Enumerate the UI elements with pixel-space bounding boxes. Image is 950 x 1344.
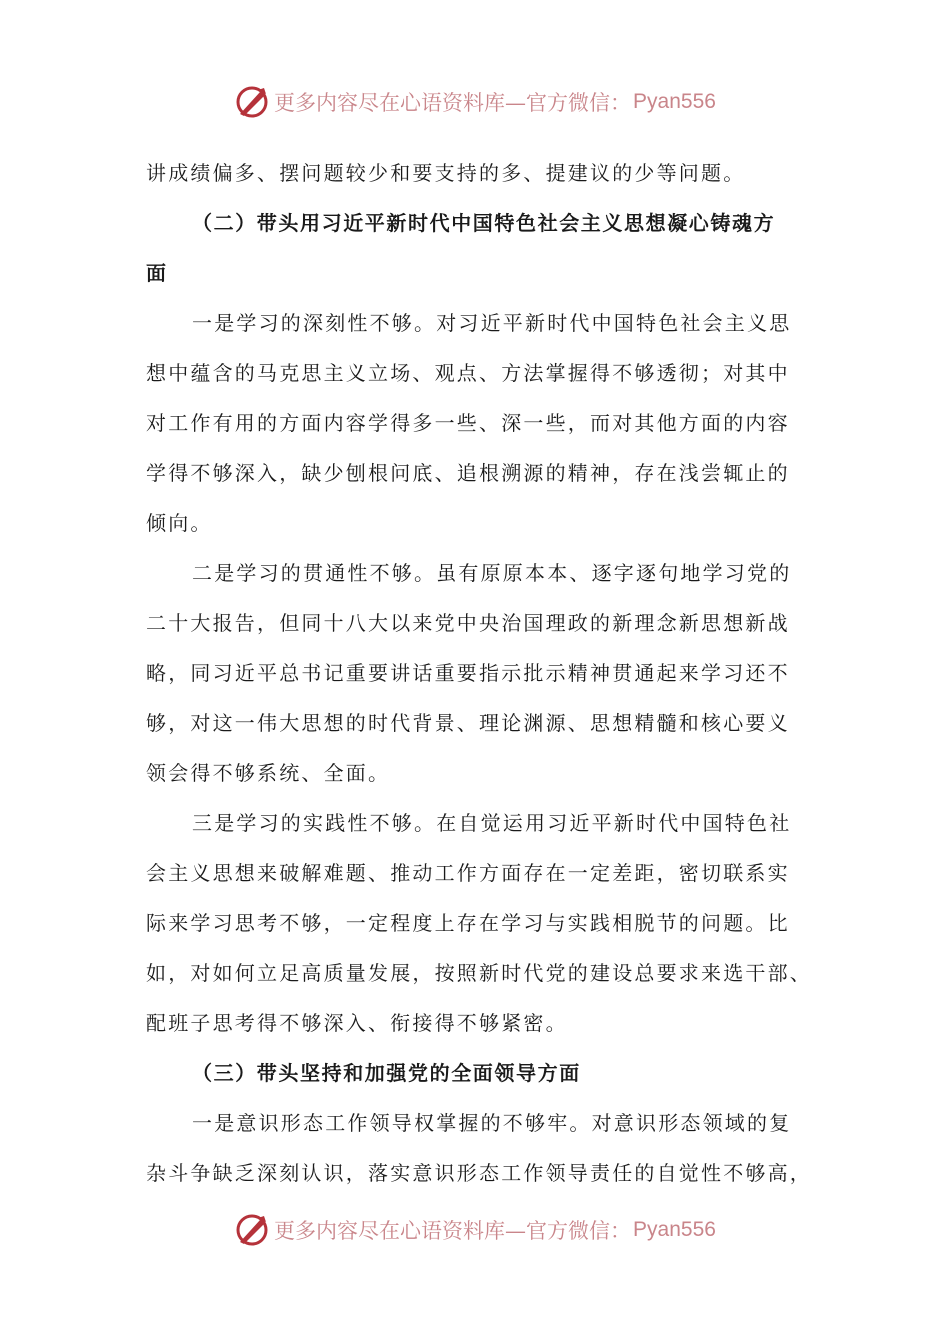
body-line: 杂斗争缺乏深刻认识，落实意识形态工作领导责任的自觉性不够高， (146, 1161, 812, 1185)
header-watermark-text: 更多内容尽在心语资料库—官方微信： (274, 91, 632, 115)
body-line: 三是学习的实践性不够。在自觉运用习近平新时代中国特色社 (192, 811, 792, 835)
body-line: 如，对如何立足高质量发展，按照新时代党的建设总要求来选干部、 (146, 961, 812, 985)
section-heading-3: （三）带头坚持和加强党的全面领导方面 (192, 1061, 581, 1085)
body-line: 二是学习的贯通性不够。虽有原原本本、逐字逐句地学习党的 (192, 561, 792, 585)
pen-logo-icon (234, 1212, 270, 1248)
pen-logo-icon (234, 84, 270, 120)
body-line: 对工作有用的方面内容学得多一些、深一些，而对其他方面的内容 (146, 411, 790, 435)
document-body (146, 148, 812, 1198)
body-line: 配班子思考得不够深入、衔接得不够紧密。 (146, 1011, 568, 1035)
body-line: 够，对这一伟大思想的时代背景、理论渊源、思想精髓和核心要义 (146, 711, 790, 735)
body-line: 略，同习近平总书记重要讲话重要指示批示精神贯通起来学习还不 (146, 661, 790, 685)
body-line: 会主义思想来破解难题、推动工作方面存在一定差距，密切联系实 (146, 861, 790, 885)
body-line: 一是学习的深刻性不够。对习近平新时代中国特色社会主义思 (192, 311, 792, 335)
body-line: 讲成绩偏多、摆问题较少和要支持的多、提建议的少等问题。 (146, 161, 746, 185)
footer-watermark-text: 更多内容尽在心语资料库—官方微信： (274, 1219, 632, 1243)
body-line: 一是意识形态工作领导权掌握的不够牢。对意识形态领域的复 (192, 1111, 792, 1135)
header-watermark (0, 80, 950, 124)
body-line: 二十大报告，但同十八大以来党中央治国理政的新理念新思想新战 (146, 611, 790, 635)
body-line: 学得不够深入，缺少刨根问底、追根溯源的精神，存在浅尝辄止的 (146, 461, 790, 485)
section-heading-2: （二）带头用习近平新时代中国特色社会主义思想凝心铸魂方 (192, 211, 776, 235)
footer-watermark-id: Pyan556 (633, 1218, 716, 1241)
body-line: 领会得不够系统、全面。 (146, 761, 391, 785)
footer-watermark (0, 1208, 950, 1252)
body-line: 倾向。 (146, 511, 213, 535)
header-watermark-id: Pyan556 (633, 90, 716, 113)
section-heading-2-cont: 面 (146, 261, 168, 285)
body-line: 想中蕴含的马克思主义立场、观点、方法掌握得不够透彻；对其中 (146, 361, 790, 385)
body-line: 际来学习思考不够，一定程度上存在学习与实践相脱节的问题。比 (146, 911, 790, 935)
